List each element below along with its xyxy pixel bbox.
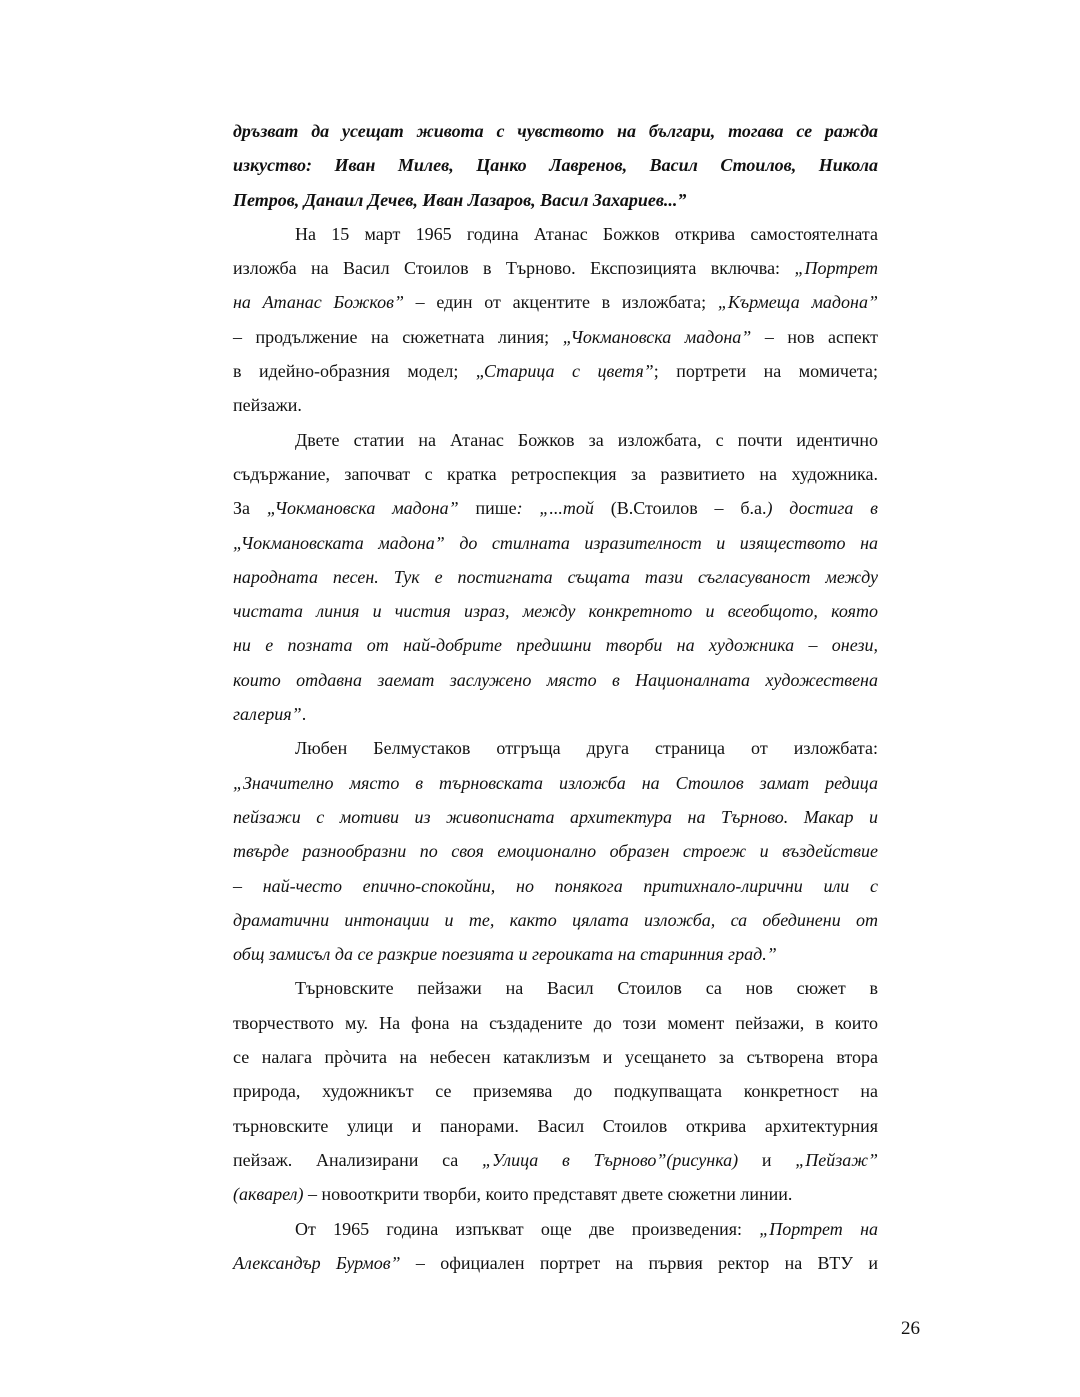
text-line [233, 1143, 878, 1177]
text-line: търновските улици и панорами. Васил Стоилов открива архитектурния [233, 1115, 878, 1136]
quote-line: общ замисъл да се разкрие поезията и героиката на старинния град.” [233, 944, 777, 965]
quote-line: твърде разнообразни по своя емоционално образен строеж и въздействие [233, 841, 878, 862]
text-line [233, 491, 878, 525]
quote-text: ) достига в [766, 498, 878, 519]
quote-line: народната песен. Тук е постигната същата тази съгласуваност между [233, 566, 878, 587]
text-run: От 1965 година изпъкват още две произведения: [295, 1218, 760, 1239]
text-run: ; портрети на момичета; [653, 361, 878, 382]
text-line: съдържание, започват с кратка ретроспекция за развитието на художника. [233, 463, 878, 484]
text-line [233, 285, 878, 319]
text-line: пейзажи. [233, 395, 302, 416]
text-run: – продължение на сюжетната линия; [233, 326, 563, 347]
artwork-title: „Улица в Търново”(рисунка) [482, 1149, 739, 1170]
text-run: – новооткрити творби, които представят двете сюжетни линии. [303, 1184, 793, 1205]
text-line [233, 354, 878, 388]
text-line: Търновските пейзажи на Васил Стоилов са нов сюжет в [295, 978, 878, 999]
quote-line: „Чокмановската мадона” до стилната изразителност и изяществото на [233, 532, 878, 553]
text-run: (В.Стоилов – б.а. [610, 498, 767, 519]
artwork-title: „Портрет [794, 258, 878, 279]
text-line [233, 697, 878, 731]
quote-line: ни е позната от най-добрите предишни творби на художника – онези, [233, 635, 878, 656]
quote-line: драматични интонации и те, както цялата изложба, са обединени от [233, 909, 878, 930]
paragraph-1965-works [233, 1212, 878, 1281]
text-line: Любен Белмустаков отгръща друга страница от изложбата: [295, 738, 878, 759]
text-run: изложба на Васил Стоилов в Търново. Експозицията включва: [233, 258, 795, 279]
quote-line: които отдавна заемат заслужено място в Националната художествена [233, 669, 878, 690]
text-line: Петров, Данаил Дечев, Иван Лазаров, Васил Захариев...” [233, 189, 687, 210]
quote-line: пейзажи с мотиви из живописната архитектура на Търново. Макар и [233, 806, 878, 827]
text-run: пише [458, 498, 517, 519]
text-run: – нов аспект [764, 326, 878, 347]
quote-line: чистата линия и чистия израз, между конкретното и всеобщото, която [233, 601, 878, 622]
text-line [233, 1212, 878, 1246]
artwork-title: Старица с цветя” [483, 361, 654, 382]
text-line: природа, художникът се приземява до подкупващата конкретност на [233, 1081, 878, 1102]
paragraph-exhibition-1965 [233, 217, 878, 423]
text-line: творчеството му. На фона на създадените до този момент пейзажи, в които [233, 1012, 878, 1033]
quote-text: галерия” [233, 704, 302, 725]
quote-line: – най-често епично-спокойни, но понякога притихнало-лирични или с [233, 875, 878, 896]
page-body [233, 114, 878, 1280]
quote-line: „Значително място в търновската изложба на Стоилов замат редица [233, 772, 878, 793]
text-line [233, 320, 878, 354]
text-run: . [301, 704, 307, 725]
text-line [233, 1177, 878, 1211]
text-run: За [233, 498, 267, 519]
text-line: дръзват да усещат живота с чувството на българи, тогава се ражда [233, 121, 878, 141]
text-run: – един от акцентите в изложбата; [403, 292, 718, 313]
text-run: в идейно-образния модел; „ [233, 361, 484, 382]
paragraph-bozhkov-articles [233, 423, 878, 732]
artwork-title: Александър Бурмов” [233, 1252, 401, 1273]
text-line: На 15 март 1965 година Атанас Божков открива самостоятелната [295, 223, 878, 244]
artwork-title: „Кърмеща мадона” [717, 292, 878, 313]
text-run: пейзаж. Анализирани са [233, 1149, 483, 1170]
artwork-title: „Портрет на [759, 1218, 879, 1239]
artwork-title: „Чокмановска мадона” [562, 326, 765, 347]
text-line [233, 1246, 878, 1280]
quote-continuation [233, 114, 878, 217]
text-line [233, 251, 878, 285]
artwork-title: на Атанас Божков” [233, 292, 404, 313]
paragraph-belmustakov [233, 731, 878, 971]
quote-text: : „...той [516, 498, 611, 519]
text-run: и [738, 1149, 796, 1170]
paragraph-tarnovo-landscapes [233, 971, 878, 1211]
text-line: Двете статии на Атанас Божков за изложбата, с почти идентично [295, 429, 878, 450]
artwork-title: „Чокмановска мадона” [266, 498, 459, 519]
page-number: 26 [901, 1318, 920, 1339]
artwork-title: „Пейзаж” [795, 1149, 878, 1170]
text-line: изкуство: Иван Милев, Цанко Лавренов, Васил Стоилов, Никола [233, 155, 878, 176]
artwork-medium: (акварел) [233, 1184, 304, 1205]
text-run: – официален портрет на първия ректор на ВТУ и [400, 1252, 879, 1273]
text-line: се налага прòчита на небесен катаклизъм и усещането за сътворена втора [233, 1047, 878, 1068]
